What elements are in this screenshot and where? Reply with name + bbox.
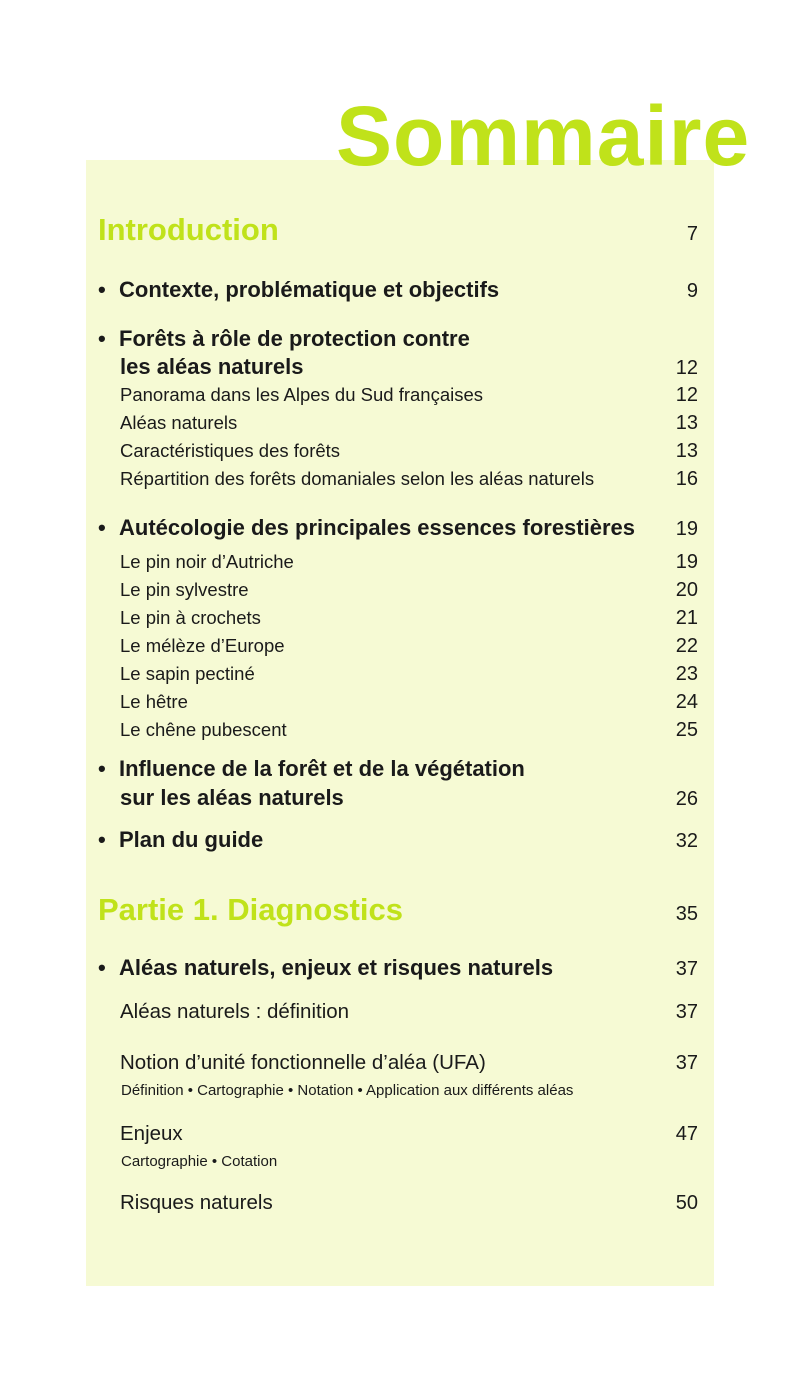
- subsection-note: Définition • Cartographie • Notation • Application aux différents aléas: [121, 1082, 574, 1099]
- subentry-title: Le pin sylvestre: [120, 579, 249, 600]
- toc-subsection[interactable]: [120, 1051, 698, 1075]
- toc-subsection[interactable]: [120, 1000, 698, 1024]
- page-number: 35: [675, 903, 698, 925]
- section-title: Introduction: [98, 212, 279, 247]
- toc-subentry[interactable]: [120, 412, 698, 435]
- toc-entry-autecologie[interactable]: [98, 515, 698, 541]
- toc-subentry[interactable]: [120, 607, 698, 630]
- bullet-icon: •: [98, 515, 106, 540]
- page-number: 37: [675, 1052, 698, 1074]
- subentry-title: Le pin à crochets: [120, 607, 261, 628]
- bullet-icon: •: [98, 756, 106, 781]
- toc-entry-forets-line2[interactable]: [120, 354, 698, 380]
- subentry-title: Le chêne pubescent: [120, 719, 287, 740]
- toc-entry-influence-line2[interactable]: [120, 785, 698, 811]
- toc-subentry[interactable]: [120, 551, 698, 574]
- toc-subentry[interactable]: [120, 384, 698, 407]
- entry-title: Autécologie des principales essences forestières: [119, 515, 636, 540]
- toc-entry-plan[interactable]: [98, 827, 698, 853]
- toc-subentry[interactable]: [120, 579, 698, 602]
- page-number: 37: [675, 958, 698, 980]
- page-number: 25: [675, 719, 698, 741]
- toc-section-introduction[interactable]: [98, 212, 698, 248]
- page-number: 19: [675, 551, 698, 573]
- page-number: 22: [675, 635, 698, 657]
- page-number: 47: [675, 1123, 698, 1145]
- subentry-title: Le hêtre: [120, 691, 188, 712]
- toc-subsection[interactable]: [120, 1122, 698, 1146]
- entry-title: Plan du guide: [119, 827, 264, 852]
- subentry-title: Le pin noir d’Autriche: [120, 551, 294, 572]
- toc-subentry[interactable]: [120, 635, 698, 658]
- page-number: 13: [675, 440, 698, 462]
- page-title: Sommaire: [336, 89, 751, 183]
- page-number: 19: [675, 518, 698, 540]
- page-number: 24: [675, 691, 698, 713]
- toc-entry-contexte[interactable]: [98, 277, 698, 303]
- entry-title: Influence de la forêt et de la végétation: [119, 756, 525, 781]
- subsection-title: Aléas naturels : définition: [120, 1000, 350, 1023]
- subentry-title: Panorama dans les Alpes du Sud françaises: [120, 384, 484, 405]
- page-number: 7: [686, 223, 698, 245]
- page-number: 12: [675, 357, 698, 379]
- subentry-title: Aléas naturels: [120, 412, 238, 433]
- subsection-title: Enjeux: [120, 1122, 183, 1145]
- subentry-title: Répartition des forêts domaniales selon les aléas naturels: [120, 468, 595, 489]
- subentry-title: Le mélèze d’Europe: [120, 635, 285, 656]
- page-number: 16: [675, 468, 698, 490]
- page-number: 32: [675, 830, 698, 852]
- page-number: 12: [675, 384, 698, 406]
- page-number: 37: [675, 1001, 698, 1023]
- page-number: 9: [686, 280, 698, 302]
- subsection-note: Cartographie • Cotation: [121, 1153, 278, 1170]
- bullet-icon: •: [98, 326, 106, 351]
- page-number: 23: [675, 663, 698, 685]
- toc-subentry[interactable]: [120, 691, 698, 714]
- toc-entry-aleas-enjeux[interactable]: [98, 955, 698, 981]
- page-number: 13: [675, 412, 698, 434]
- entry-title: Contexte, problématique et objectifs: [119, 277, 500, 302]
- subsection-title: Notion d’unité fonctionnelle d’aléa (UFA): [120, 1051, 486, 1074]
- toc-entry-influence-line1[interactable]: [98, 756, 698, 782]
- entry-title-continued: les aléas naturels: [120, 354, 304, 379]
- bullet-icon: •: [98, 955, 106, 980]
- toc-subentry[interactable]: [120, 719, 698, 742]
- entry-title: Aléas naturels, enjeux et risques naturels: [119, 955, 554, 980]
- subsection-title: Risques naturels: [120, 1191, 273, 1214]
- subentry-title: Caractéristiques des forêts: [120, 440, 341, 461]
- toc-subentry[interactable]: [120, 468, 698, 491]
- bullet-icon: •: [98, 277, 106, 302]
- page-number: 21: [675, 607, 698, 629]
- toc-subentry[interactable]: [120, 663, 698, 686]
- subentry-title: Le sapin pectiné: [120, 663, 255, 684]
- entry-title-continued: sur les aléas naturels: [120, 785, 344, 810]
- toc-subentry[interactable]: [120, 440, 698, 463]
- toc-entry-forets-line1[interactable]: [98, 326, 698, 352]
- bullet-icon: •: [98, 827, 106, 852]
- page-number: 26: [675, 788, 698, 810]
- section-title: Partie 1. Diagnostics: [98, 892, 403, 927]
- toc-subsection[interactable]: [120, 1191, 698, 1215]
- page-number: 20: [675, 579, 698, 601]
- page-number: 50: [675, 1192, 698, 1214]
- entry-title: Forêts à rôle de protection contre: [119, 326, 470, 351]
- toc-section-partie1[interactable]: [98, 892, 698, 928]
